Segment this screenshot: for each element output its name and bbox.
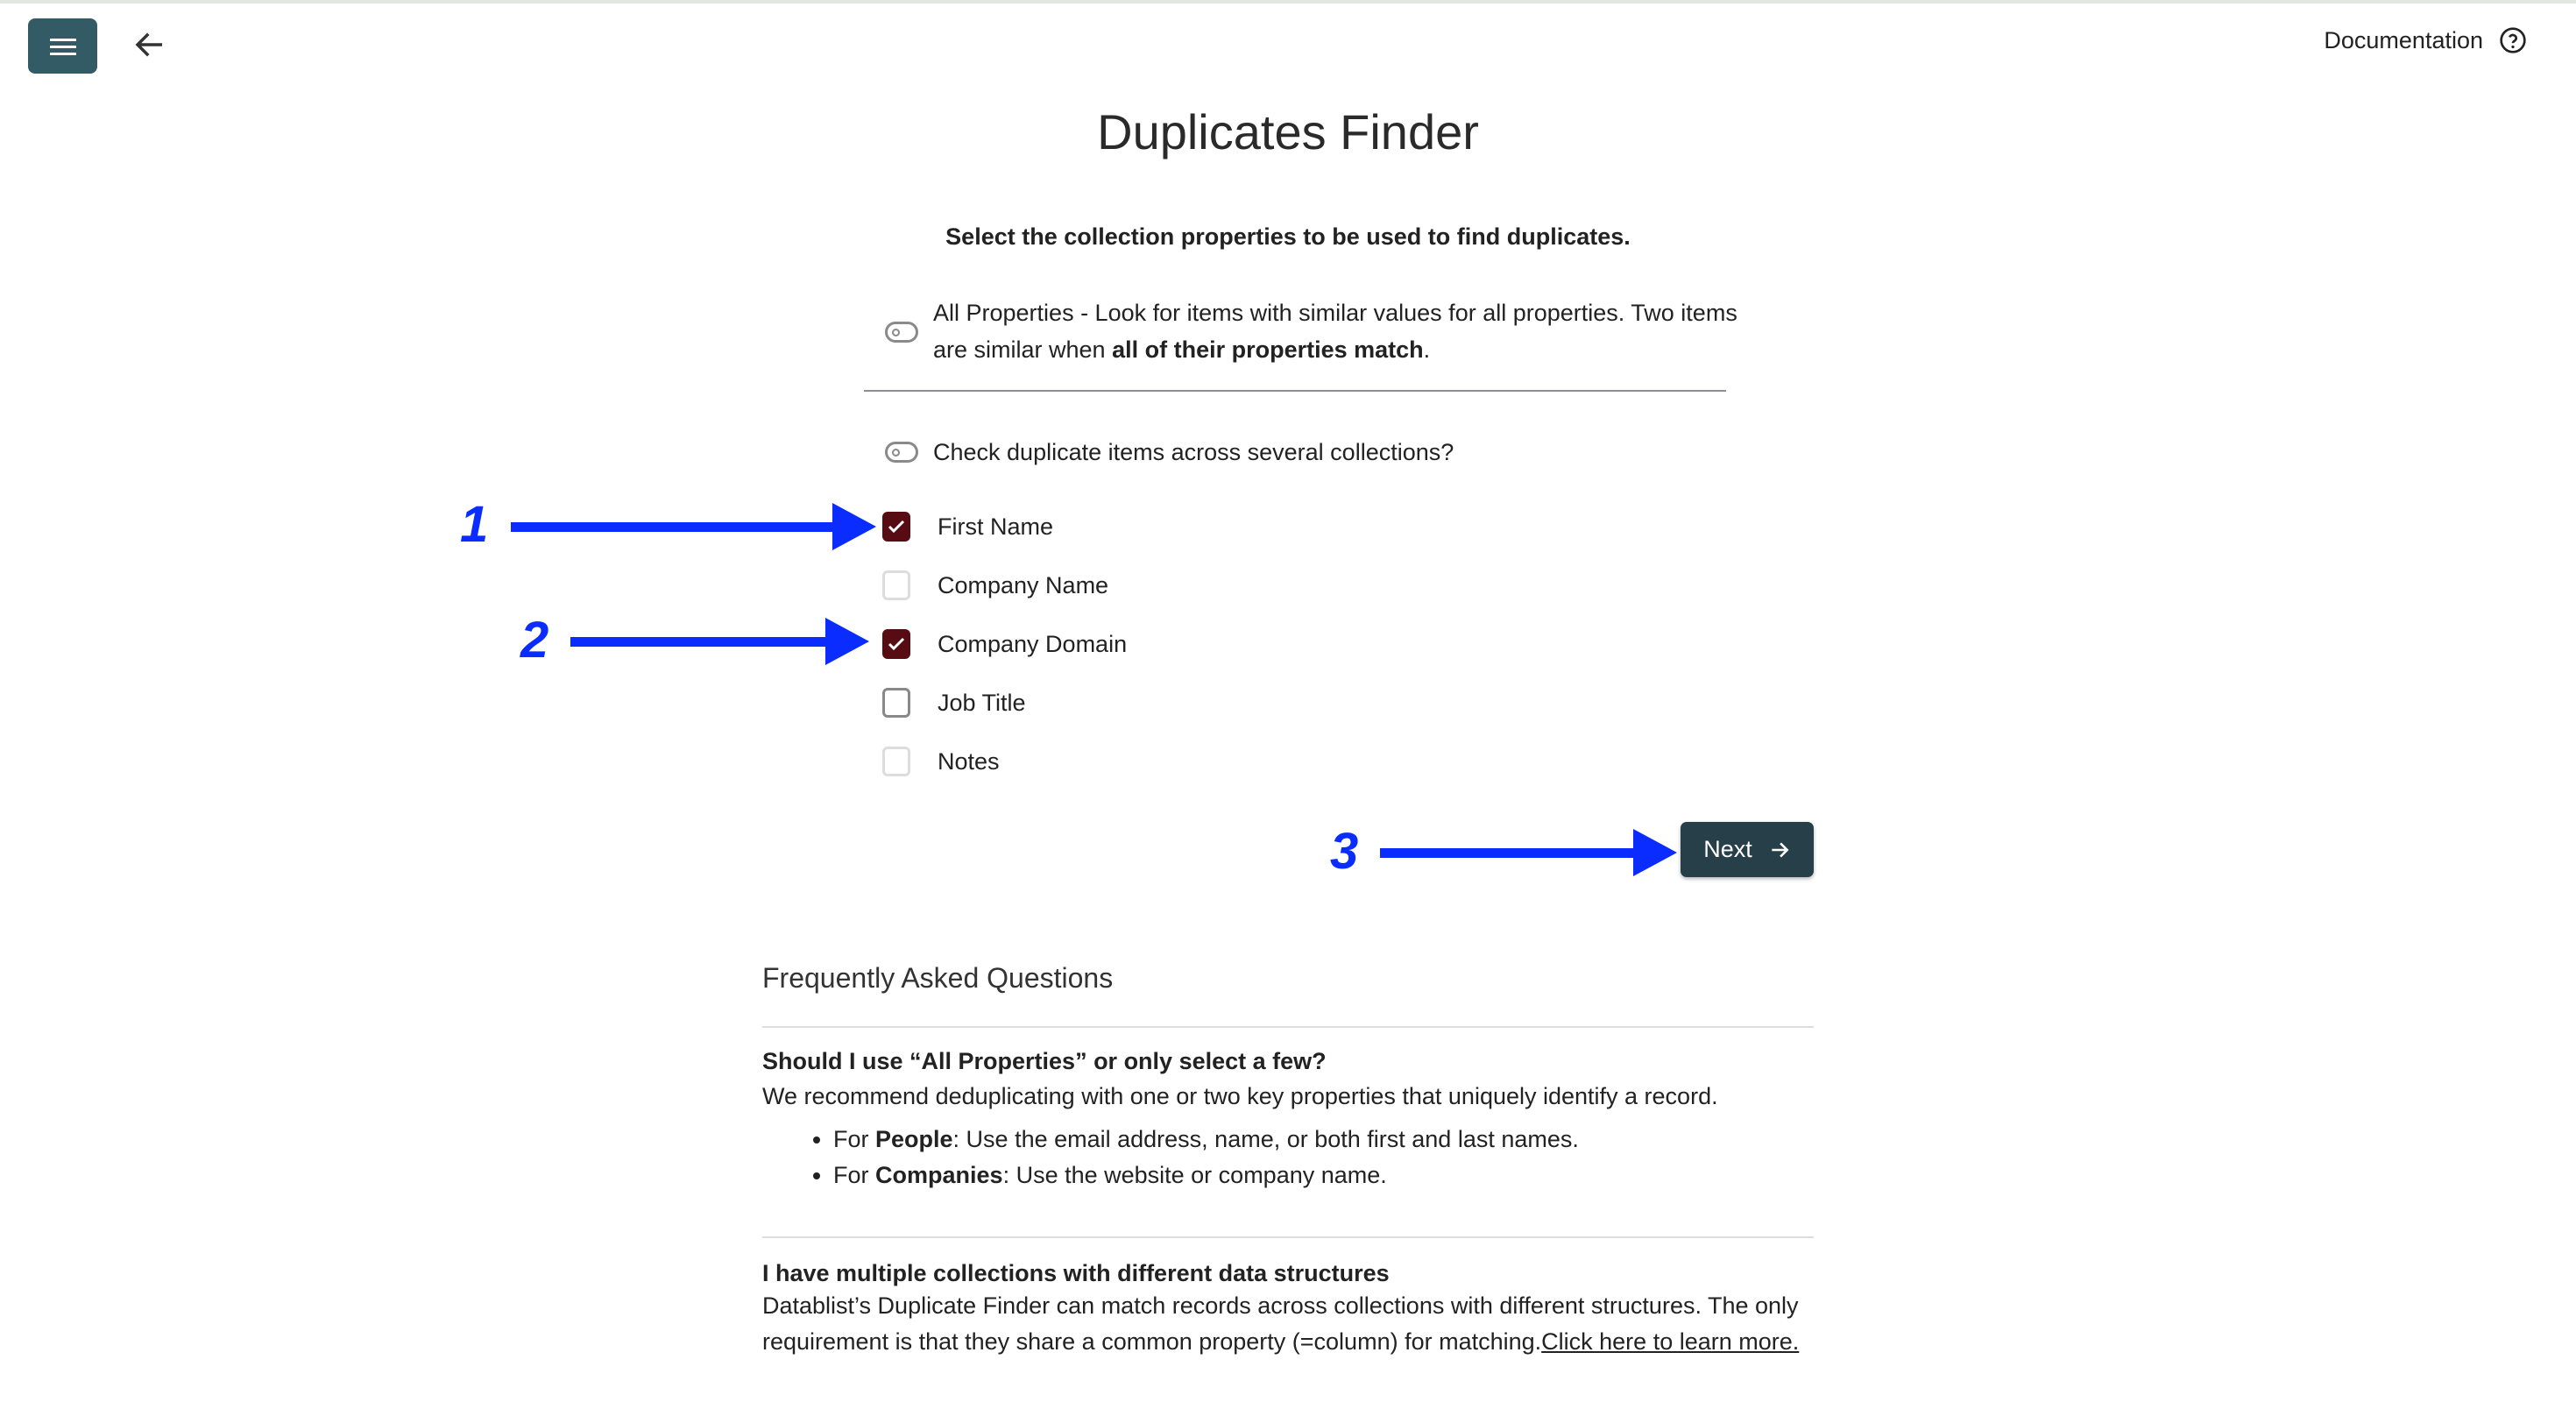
annotation-number-1: 1 — [460, 496, 489, 553]
property-label: Company Name — [938, 572, 1109, 598]
next-label: Next — [1703, 836, 1752, 862]
faq-question-2: I have multiple collections with different data structures — [762, 1260, 1390, 1286]
annotation-arrow-shaft — [511, 522, 835, 532]
hamburger-icon — [50, 36, 76, 57]
several-collections-label: Check duplicate items across several collections? — [933, 439, 1454, 465]
property-label: Notes — [938, 748, 1000, 775]
check-icon — [882, 629, 910, 659]
next-button[interactable] — [1681, 822, 1814, 877]
bullet-text: : Use the website or company name. — [1002, 1162, 1387, 1188]
faq-bullet — [833, 1122, 1579, 1158]
documentation-link[interactable] — [2324, 26, 2527, 54]
bullet-bold: People — [875, 1126, 953, 1152]
divider — [864, 390, 1726, 392]
annotation-number-2: 2 — [520, 612, 549, 669]
annotation-arrow-shaft — [1380, 848, 1636, 858]
annotation-number-3: 3 — [1330, 823, 1359, 880]
documentation-label: Documentation — [2324, 26, 2483, 53]
checkbox-job-title[interactable] — [882, 688, 910, 718]
learn-more-link[interactable]: Click here to learn more. — [1541, 1328, 1800, 1355]
question-circle-icon — [2499, 26, 2527, 54]
faq-divider — [762, 1026, 1814, 1028]
page-subtitle: Select the collection properties to be used to find duplicates. — [945, 223, 1631, 250]
checkbox-notes[interactable] — [882, 747, 910, 776]
bullet-prefix: For — [833, 1126, 876, 1152]
property-label: First Name — [938, 513, 1054, 540]
arrow-right-icon — [1768, 839, 1791, 861]
arrow-left-icon — [131, 26, 168, 63]
bullet-text: : Use the email address, name, or both first and last names. — [952, 1126, 1579, 1152]
bullet-prefix: For — [833, 1162, 876, 1188]
annotation-arrow-head — [1633, 829, 1677, 876]
annotation-arrow-shaft — [570, 637, 830, 647]
page-title: Duplicates Finder — [1097, 104, 1479, 159]
faq-answer-2 — [762, 1288, 1814, 1360]
faq-divider — [762, 1236, 1814, 1238]
all-properties-bold: all of their properties match — [1112, 336, 1424, 363]
check-icon — [882, 512, 910, 542]
bullet-bold: Companies — [875, 1162, 1003, 1188]
faq-answer-1: We recommend deduplicating with one or two key properties that uniquely identify a record. — [762, 1083, 1718, 1109]
back-button[interactable] — [131, 26, 168, 63]
faq-question-1: Should I use “All Properties” or only select a few? — [762, 1048, 1327, 1074]
all-properties-toggle[interactable] — [885, 322, 918, 343]
all-properties-description — [933, 294, 1739, 368]
checkbox-first-name[interactable] — [882, 512, 910, 542]
all-properties-end: . — [1423, 336, 1431, 363]
property-label: Job Title — [938, 690, 1026, 716]
menu-button[interactable] — [28, 18, 97, 74]
annotation-arrow-head — [825, 618, 869, 665]
several-collections-toggle[interactable] — [885, 442, 918, 463]
property-label: Company Domain — [938, 631, 1128, 657]
top-border — [0, 0, 2576, 4]
faq-bullet-list — [762, 1122, 1579, 1193]
all-properties-text: All Properties - Look for items with similar values for all properties. Two items are similar when — [933, 300, 1737, 363]
faq-answer-2-text: Datablist’s Duplicate Finder can match records across collections with different structures. The only requirement is that they share a common property (=column) for matching. — [762, 1292, 1799, 1355]
checkbox-company-domain[interactable] — [882, 629, 910, 659]
checkbox-company-name[interactable] — [882, 570, 910, 600]
faq-bullet — [833, 1158, 1579, 1193]
annotation-arrow-head — [832, 503, 876, 550]
faq-heading: Frequently Asked Questions — [762, 962, 1114, 994]
